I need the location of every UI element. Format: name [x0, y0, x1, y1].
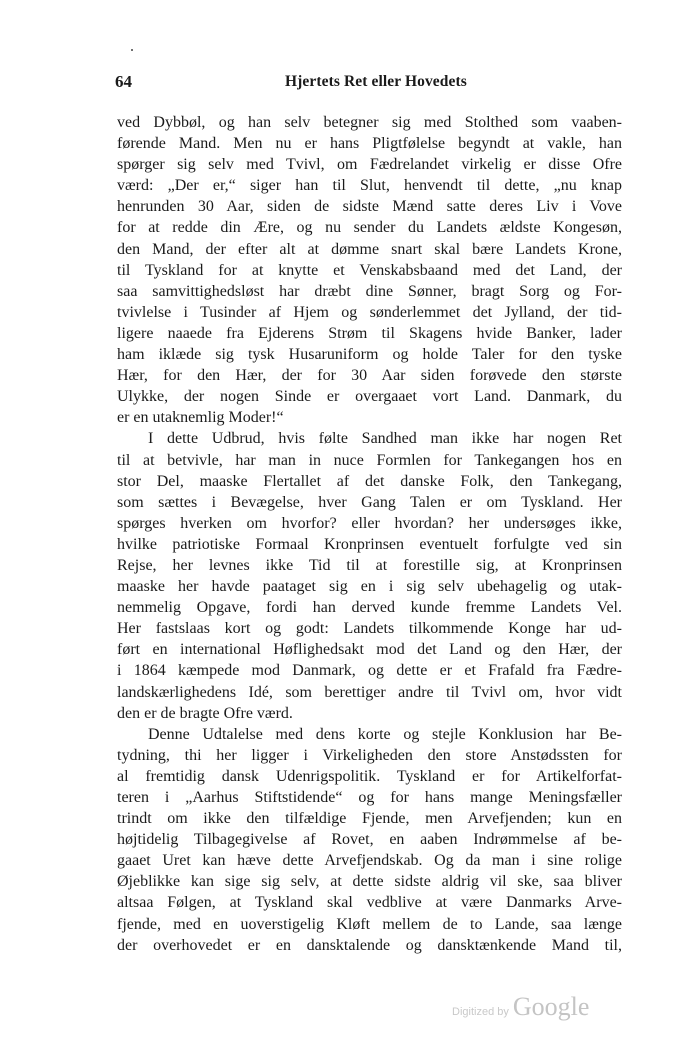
text-line: stor Del, maaske Flertallet af det danske Folk, den Tankegang,: [117, 472, 622, 490]
running-title: Hjertets Ret eller Hovedets: [285, 73, 467, 90]
text-line: ført en international Høflighedsakt mod det Land og den Hær, der: [117, 641, 622, 659]
digitized-by-google-watermark: [452, 992, 589, 1022]
text-line: Øjeblikke kan sige sig selv, at dette sidste aldrig vil ske, saa bliver: [117, 873, 622, 891]
paragraph-start-line: I dette Udbrud, hvis følte Sandhed man ikke har nogen Ret: [148, 430, 622, 448]
text-line: altsaa Følgen, at Tyskland skal vedblive at være Danmarks Arve-: [117, 894, 622, 912]
text-line: værd: „Der er,“ siger han til Slut, henvendt til dette, „nu knap: [117, 177, 622, 195]
text-line: der overhovedet er en dansktalende og dansktænkende Mand til,: [117, 936, 622, 954]
text-line: den er de bragte Ofre værd.: [117, 704, 293, 722]
text-line: i 1864 kæmpede mod Danmark, og dette er et Frafald fra Fædre-: [117, 662, 622, 680]
text-line: fjende, med en uoverstigelig Kløft mellem de to Lande, saa længe: [117, 915, 622, 933]
text-line: tydning, thi her ligger i Virkeligheden den store Anstødssten for: [117, 746, 622, 764]
text-line: som sættes i Bevægelse, hver Gang Talen er om Tyskland. Her: [117, 493, 622, 511]
text-line: den Mand, der efter alt at dømme snart skal bære Landets Krone,: [117, 240, 622, 258]
text-line: spørges hverken om hvorfor? eller hvordan? her undersøges ikke,: [117, 514, 622, 532]
text-line: trindt om ikke den tilfældige Fjende, men Arvefjenden; kun en: [117, 810, 622, 828]
text-line: teren i „Aarhus Stiftstidende“ og for hans mange Meningsfæller: [117, 789, 622, 806]
text-line: til at betvivle, har man in nuce Formlen for Tankegangen hos en: [117, 451, 622, 469]
text-line: ham iklæde sig tysk Husaruniform og holde Taler for den tyske: [117, 346, 622, 364]
print-speck: [131, 49, 133, 51]
google-logo-text: Google: [512, 992, 590, 1021]
text-line: ved Dybbøl, og han selv betegner sig med Stolthed som vaaben-: [117, 114, 622, 131]
text-line: til Tyskland for at knytte et Venskabsbaand med det Land, der: [117, 261, 622, 279]
text-line: ligere naaede fra Ejderens Strøm til Skagens hvide Banker, lader: [117, 324, 622, 342]
page-number: 64: [115, 72, 132, 91]
paragraph-start-line: Denne Udtalelse med dens korte og stejle Konklusion har Be-: [148, 725, 622, 743]
text-line: Ulykke, der nogen Sinde er overgaaet vort Land. Danmark, du: [117, 388, 622, 406]
text-line: al fremtidig dansk Udenrigspolitik. Tyskland er for Artikelforfat-: [117, 767, 622, 785]
text-line: henrunden 30 Aar, siden de sidste Mænd satte deres Liv i Vove: [117, 198, 622, 216]
text-line: Rejse, her levnes ikke Tid til at forestille sig, at Kronprinsen: [117, 556, 622, 574]
text-line: maaske her havde paataget sig en i sig selv ubehagelig og utak-: [117, 578, 622, 596]
text-line: saa samvittighedsløst har dræbt dine Sønner, bragt Sorg og For-: [117, 282, 622, 300]
text-line: hvilke patriotiske Formaal Kronprinsen eventuelt forfulgte ved sin: [117, 535, 622, 553]
text-line: for at redde din Ære, og nu sender du Landets ældste Kongesøn,: [117, 219, 622, 237]
text-line: Her fastslaas kort og godt: Landets tilkommende Konge har ud-: [117, 620, 622, 638]
watermark-prefix: Digitized by: [452, 1006, 509, 1018]
text-line: tvivlelse i Tusinder af Hjem og sønderlemmet det Jylland, der tid-: [117, 303, 622, 321]
text-line: landskærlighedens Idé, som berettiger andre til Tvivl om, hvor vidt: [117, 683, 622, 701]
text-line: gaaet Uret kan hæve dette Arvefjendskab. Og da man i sine rolige: [117, 852, 622, 870]
page-header: [115, 72, 625, 96]
text-line: er en utaknemlig Moder!“: [117, 409, 284, 427]
text-line: spørger sig selv med Tvivl, om Fædrelandet virkelig er disse Ofre: [117, 156, 622, 174]
text-line: højtidelig Tilbagegivelse af Rovet, en aaben Indrømmelse af be-: [117, 831, 622, 849]
text-line: nemmelig Opgave, fordi han derved kunde fremme Landets Vel.: [117, 599, 622, 617]
body-text: [117, 112, 622, 956]
text-line: førende Mand. Men nu er hans Pligtfølelse begyndt at vakle, han: [117, 135, 622, 153]
text-line: Hær, for den Hær, der for 30 Aar siden forøvede den største: [117, 367, 622, 385]
